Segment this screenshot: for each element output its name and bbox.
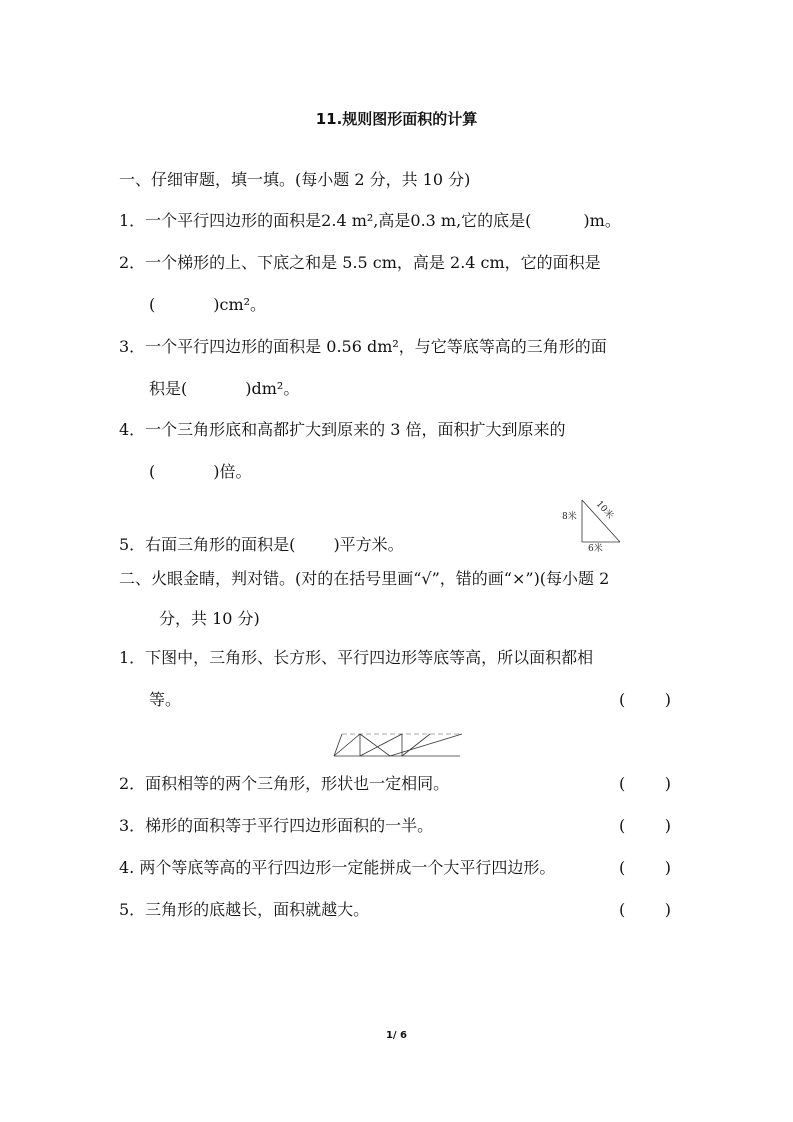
paren-open: ( — [619, 774, 626, 793]
paren-open: ( — [619, 690, 626, 709]
question-1-2-line2 — [149, 295, 266, 315]
triangle-side-b-label: 10米 — [593, 499, 615, 522]
answer-paren-2-5[interactable] — [619, 900, 671, 920]
paren-open: ( — [619, 900, 626, 919]
question-2-4: 4. 两个等底等高的平行四边形一定能拼成一个大平行四边形。 — [119, 858, 556, 877]
question-text: 1．一个平行四边形的面积是2.4 m²,高是0.3 m,它的底是( — [119, 211, 532, 230]
paren-close: ) — [664, 858, 671, 877]
question-1-3-line1: 3．一个平行四边形的面积是 0.56 dm²，与它等底等高的三角形的面 — [119, 337, 607, 356]
paren-close: ) — [664, 816, 671, 835]
answer-paren-2-2[interactable] — [619, 774, 671, 794]
question-2-2: 2．面积相等的两个三角形，形状也一定相同。 — [119, 774, 450, 793]
answer-paren-2-4[interactable] — [619, 858, 671, 878]
section2-heading-line2: 分，共 10 分) — [159, 609, 260, 628]
triangle-side-c-label: 6米 — [588, 544, 603, 554]
paren-close: ) — [664, 900, 671, 919]
question-2-1-line1: 1．下图中，三角形、长方形、平行四边形等底等高，所以面积都相 — [119, 648, 594, 667]
question-unit: )平方米。 — [333, 535, 404, 554]
question-unit: )cm²。 — [213, 295, 267, 314]
question-1-4-line2 — [149, 462, 252, 482]
page-title: 11.规则图形面积的计算 — [315, 110, 478, 128]
paren-close: ) — [664, 690, 671, 709]
question-1-2-line1: 2．一个梯形的上、下底之和是 5.5 cm，高是 2.4 cm，它的面积是 — [119, 253, 601, 272]
question-unit: )m。 — [583, 211, 621, 230]
question-1-1 — [119, 211, 621, 231]
question-text: 5．右面三角形的面积是( — [119, 535, 296, 554]
question-2-3: 3．梯形的面积等于平行四边形面积的一半。 — [119, 816, 434, 835]
question-1-4-line1: 4．一个三角形底和高都扩大到原来的 3 倍，面积扩大到原来的 — [119, 420, 566, 439]
triangle-figure — [562, 494, 630, 554]
question-1-3-line2 — [149, 379, 299, 399]
answer-paren-2-3[interactable] — [619, 816, 671, 836]
question-unit: )dm²。 — [245, 379, 300, 398]
paren-open: ( — [619, 816, 626, 835]
page-number: 1/ 6 — [385, 1030, 408, 1041]
paren-open: ( — [149, 462, 156, 481]
section1-heading: 一、仔细审题，填一填。(每小题 2 分，共 10 分) — [119, 170, 471, 189]
paren-open: ( — [149, 295, 156, 314]
triangle-side-a-label: 8米 — [562, 512, 577, 522]
question-2-1-line2: 等。 — [149, 690, 182, 709]
question-2-5: 5．三角形的底越长，面积就越大。 — [119, 900, 370, 919]
answer-paren-2-1[interactable] — [619, 690, 671, 710]
section2-heading-line1: 二、火眼金睛，判对错。(对的在括号里画“√”，错的画“×”)(每小题 2 — [119, 569, 610, 588]
question-text: 积是( — [149, 379, 188, 398]
paren-open: ( — [619, 858, 626, 877]
shapes-figure — [330, 728, 470, 762]
question-1-5 — [119, 535, 404, 555]
question-unit: )倍。 — [213, 462, 252, 481]
paren-close: ) — [664, 774, 671, 793]
